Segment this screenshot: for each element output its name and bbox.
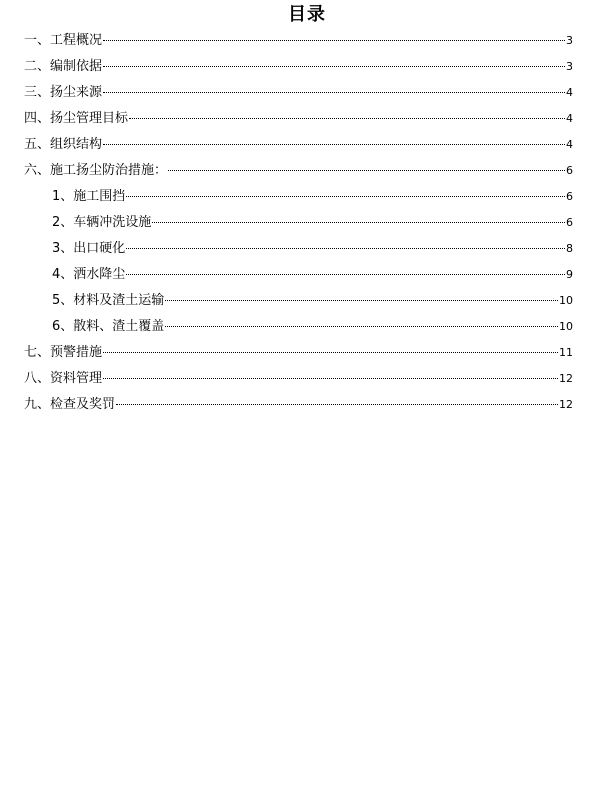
toc-entry-8[interactable]	[24, 366, 573, 392]
toc-entry-label: 二、编制依据	[24, 59, 103, 74]
toc-page-number: 12	[559, 398, 573, 411]
dot-leader	[126, 274, 565, 275]
dot-leader	[103, 40, 565, 41]
toc-entry-5[interactable]	[24, 132, 573, 158]
toc-entry-label: 2、车辆冲洗设施	[52, 215, 152, 230]
toc-entry-label: 六、施工扬尘防治措施：	[24, 163, 168, 178]
toc-subentry-3[interactable]	[52, 236, 573, 262]
dot-leader	[126, 248, 565, 249]
toc-page-number: 6	[566, 216, 573, 229]
toc-page-number: 3	[566, 60, 573, 73]
dot-leader	[126, 196, 565, 197]
dot-leader	[103, 378, 558, 379]
toc-entry-1[interactable]	[24, 28, 573, 54]
toc-entry-9[interactable]	[24, 392, 573, 418]
dot-leader	[165, 300, 558, 301]
dot-leader	[116, 404, 558, 405]
dot-leader	[129, 118, 565, 119]
toc-entry-label: 6、散料、渣土覆盖	[52, 319, 165, 334]
toc-page-number: 4	[566, 138, 573, 151]
toc-page-number: 9	[566, 268, 573, 281]
toc-entry-3[interactable]	[24, 80, 573, 106]
toc-entry-4[interactable]	[24, 106, 573, 132]
toc-subentry-6[interactable]	[52, 314, 573, 340]
toc-entry-label: 八、资料管理	[24, 371, 103, 386]
toc-page-number: 8	[566, 242, 573, 255]
toc-subentry-1[interactable]	[52, 184, 573, 210]
toc-page-number: 3	[566, 34, 573, 47]
dot-leader	[103, 144, 565, 145]
dot-leader	[103, 66, 565, 67]
toc-subentry-2[interactable]	[52, 210, 573, 236]
toc-page-number: 4	[566, 112, 573, 125]
toc-subentry-5[interactable]	[52, 288, 573, 314]
toc-page-number: 6	[566, 164, 573, 177]
toc-entry-label: 四、扬尘管理目标	[24, 111, 129, 126]
dot-leader	[165, 326, 558, 327]
dot-leader	[152, 222, 565, 223]
toc-entry-label: 九、检查及奖罚	[24, 397, 116, 412]
toc-page-number: 11	[559, 346, 573, 359]
toc-entry-label: 1、施工围挡	[52, 189, 126, 204]
toc-entry-label: 七、预警措施	[24, 345, 103, 360]
toc-page-number: 10	[559, 294, 573, 307]
toc-title: 目录	[288, 4, 326, 25]
toc-entry-label: 五、组织结构	[24, 137, 103, 152]
toc-entry-label: 一、工程概况	[24, 33, 103, 48]
toc-entry-2[interactable]	[24, 54, 573, 80]
toc-entry-label: 4、洒水降尘	[52, 267, 126, 282]
toc-page-number: 4	[566, 86, 573, 99]
dot-leader	[103, 352, 558, 353]
toc-entry-label: 5、材料及渣土运输	[52, 293, 165, 308]
toc-subentry-4[interactable]	[52, 262, 573, 288]
toc-entry-label: 3、出口硬化	[52, 241, 126, 256]
toc-page-number: 12	[559, 372, 573, 385]
dot-leader	[103, 92, 565, 93]
toc-entry-7[interactable]	[24, 340, 573, 366]
toc-page-number: 10	[559, 320, 573, 333]
dot-leader	[168, 170, 565, 171]
toc-entry-6[interactable]	[24, 158, 573, 184]
toc-page-number: 6	[566, 190, 573, 203]
toc-entry-label: 三、扬尘来源	[24, 85, 103, 100]
